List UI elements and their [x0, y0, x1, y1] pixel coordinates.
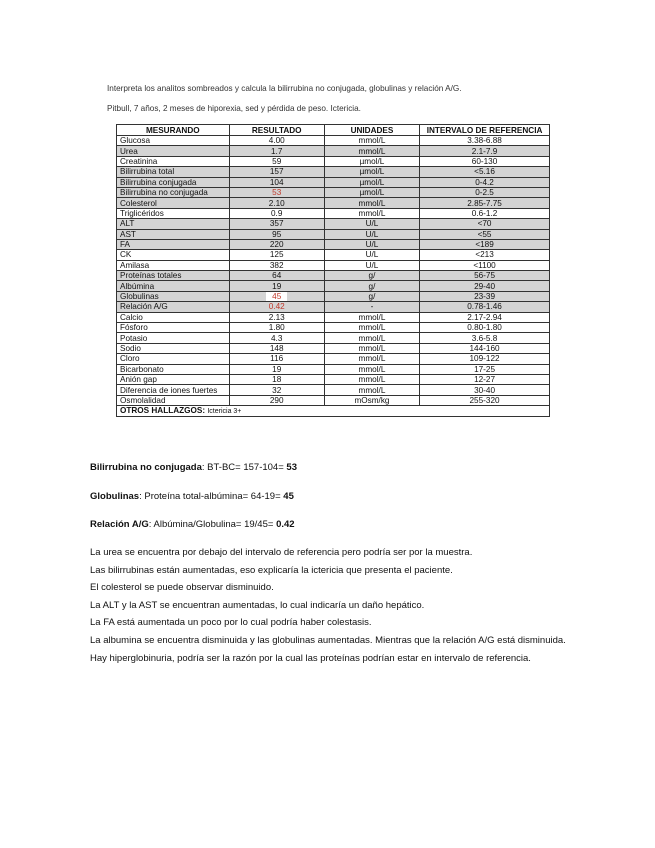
calc-label: Relación A/G — [90, 519, 149, 530]
analyte-unit: µmol/L — [324, 187, 419, 197]
analyte-name: Anión gap — [117, 374, 230, 384]
analyte-ref: 255-320 — [420, 395, 550, 405]
calc-bilirrubina — [90, 462, 297, 474]
table-row — [117, 281, 550, 291]
analyte-unit: U/L — [324, 260, 419, 270]
table-row — [117, 302, 550, 312]
analyte-ref: <1100 — [420, 260, 550, 270]
table-row — [117, 136, 550, 146]
analyte-unit: U/L — [324, 219, 419, 229]
analyte-result: 220 — [229, 239, 324, 249]
analyte-result: 290 — [229, 395, 324, 405]
analyte-result: 19 — [229, 364, 324, 374]
analyte-ref: 17-25 — [420, 364, 550, 374]
analyte-ref: 0-4.2 — [420, 177, 550, 187]
analyte-result: 53 — [229, 187, 324, 197]
analyte-result: 32 — [229, 385, 324, 395]
analyte-name: Globulinas — [117, 291, 230, 301]
table-row — [117, 198, 550, 208]
interpretation-line: Hay hiperglobinuria, podría ser la razón por la cual las proteínas podrían estar en intervalo de referencia. — [90, 652, 531, 664]
analyte-name: Triglicéridos — [117, 208, 230, 218]
analyte-unit: mmol/L — [324, 333, 419, 343]
analyte-result: 95 — [229, 229, 324, 239]
interpretation-line: El colesterol se puede observar disminuido. — [90, 582, 274, 594]
calc-result: 0.42 — [276, 519, 295, 530]
analyte-unit: mOsm/kg — [324, 395, 419, 405]
analyte-unit: U/L — [324, 229, 419, 239]
table-row — [117, 333, 550, 343]
analyte-unit: µmol/L — [324, 177, 419, 187]
analyte-ref: <55 — [420, 229, 550, 239]
calc-result: 45 — [283, 491, 294, 502]
table-row — [117, 260, 550, 270]
analyte-name: Potasio — [117, 333, 230, 343]
interpretation-line: La urea se encuentra por debajo del intervalo de referencia pero podría ser por la muestra. — [90, 547, 473, 558]
analyte-ref: <189 — [420, 239, 550, 249]
exercise-prompt: Interpreta los analitos sombreados y calcula la bilirrubina no conjugada, globulinas y relación A/G. — [107, 84, 462, 93]
analyte-result: 19 — [229, 281, 324, 291]
analyte-result: 157 — [229, 167, 324, 177]
table-row — [117, 187, 550, 197]
table-row — [117, 250, 550, 260]
table-row — [117, 177, 550, 187]
analyte-unit: µmol/L — [324, 156, 419, 166]
header-resultado: RESULTADO — [229, 125, 324, 136]
analyte-result-value: 45 — [266, 292, 287, 301]
analyte-result: 1.80 — [229, 323, 324, 333]
analyte-name: Proteínas totales — [117, 271, 230, 281]
analyte-ref: 2.1-7.9 — [420, 146, 550, 156]
table-row — [117, 374, 550, 384]
analyte-ref: 30-40 — [420, 385, 550, 395]
lab-results-table — [116, 124, 550, 417]
table-row — [117, 364, 550, 374]
interpretation-line: Las bilirrubinas están aumentadas, eso explicaría la ictericia que presenta el paciente. — [90, 564, 453, 576]
header-intervalo: INTERVALO DE REFERENCIA — [420, 125, 550, 136]
analyte-unit: mmol/L — [324, 354, 419, 364]
interpretation-line: La FA está aumentada un poco por lo cual podría haber colestasis. — [90, 617, 372, 629]
analyte-result: 0.42 — [229, 302, 324, 312]
analyte-name: Glucosa — [117, 136, 230, 146]
analyte-result: 148 — [229, 343, 324, 353]
analyte-unit: g/ — [324, 291, 419, 301]
analyte-ref: 0.6-1.2 — [420, 208, 550, 218]
analyte-name: Urea — [117, 146, 230, 156]
analyte-name: Osmolalidad — [117, 395, 230, 405]
calc-globulinas — [90, 491, 294, 503]
analyte-ref: 2.85-7.75 — [420, 198, 550, 208]
analyte-name: Cloro — [117, 354, 230, 364]
analyte-name: Amilasa — [117, 260, 230, 270]
calc-label: Globulinas — [90, 491, 140, 502]
analyte-result: 59 — [229, 156, 324, 166]
analyte-unit: mmol/L — [324, 385, 419, 395]
analyte-unit: mmol/L — [324, 136, 419, 146]
analyte-result: 104 — [229, 177, 324, 187]
analyte-result — [229, 291, 324, 301]
analyte-ref: <213 — [420, 250, 550, 260]
table-row — [117, 239, 550, 249]
analyte-unit: µmol/L — [324, 167, 419, 177]
analyte-name: FA — [117, 239, 230, 249]
analyte-result: 4.00 — [229, 136, 324, 146]
analyte-ref: 0.78-1.46 — [420, 302, 550, 312]
analyte-name: Bilirrubina conjugada — [117, 177, 230, 187]
other-findings-value: Ictericia 3+ — [207, 408, 242, 416]
analyte-unit: mmol/L — [324, 374, 419, 384]
calc-label: Bilirrubina no conjugada — [90, 462, 202, 473]
analyte-unit: mmol/L — [324, 198, 419, 208]
interpretation-line: La ALT y la AST se encuentran aumentadas, lo cual indicaría un daño hepático. — [90, 599, 425, 611]
analyte-name: Sodio — [117, 343, 230, 353]
interpretation-line: La albumina se encuentra disminuida y las globulinas aumentadas. Mientras que la relación A/G está disminuida. — [90, 634, 566, 646]
calc-formula: : Albúmina/Globulina= 19/45= — [148, 519, 277, 530]
analyte-result: 2.10 — [229, 198, 324, 208]
table-header-row — [117, 125, 550, 136]
calc-formula: : BT-BC= 157-104= — [201, 462, 287, 473]
analyte-result: 1.7 — [229, 146, 324, 156]
analyte-result: 4.3 — [229, 333, 324, 343]
analyte-result: 0.9 — [229, 208, 324, 218]
analyte-ref: 56-75 — [420, 271, 550, 281]
analyte-name: Creatinina — [117, 156, 230, 166]
table-row — [117, 146, 550, 156]
analyte-ref: 60-130 — [420, 156, 550, 166]
analyte-result: 382 — [229, 260, 324, 270]
analyte-unit: mmol/L — [324, 312, 419, 322]
analyte-ref: 23-39 — [420, 291, 550, 301]
analyte-ref: <70 — [420, 219, 550, 229]
table-row — [117, 354, 550, 364]
analyte-result: 2.13 — [229, 312, 324, 322]
analyte-unit: mmol/L — [324, 343, 419, 353]
other-findings-row — [117, 406, 550, 417]
table-row — [117, 312, 550, 322]
analyte-ref: 0.80-1.80 — [420, 323, 550, 333]
analyte-unit: g/ — [324, 271, 419, 281]
analyte-result: 125 — [229, 250, 324, 260]
other-findings-label: OTROS HALLAZGOS: — [120, 406, 206, 416]
table-row — [117, 219, 550, 229]
analyte-name: Bilirrubina total — [117, 167, 230, 177]
analyte-ref: 3.6-5.8 — [420, 333, 550, 343]
analyte-name: CK — [117, 250, 230, 260]
header-mesurando: MESURANDO — [117, 125, 230, 136]
analyte-ref: <5.16 — [420, 167, 550, 177]
analyte-ref: 144-160 — [420, 343, 550, 353]
analyte-name: Albúmina — [117, 281, 230, 291]
analyte-name: Fósforo — [117, 323, 230, 333]
analyte-ref: 109-122 — [420, 354, 550, 364]
analyte-result: 64 — [229, 271, 324, 281]
header-unidades: UNIDADES — [324, 125, 419, 136]
table-row — [117, 323, 550, 333]
analyte-ref: 3.38-6.88 — [420, 136, 550, 146]
analyte-name: ALT — [117, 219, 230, 229]
analyte-name: Colesterol — [117, 198, 230, 208]
analyte-ref: 0-2.5 — [420, 187, 550, 197]
analyte-name: Diferencia de iones fuertes — [117, 385, 230, 395]
calc-result: 53 — [286, 462, 297, 473]
table-row — [117, 208, 550, 218]
analyte-unit: mmol/L — [324, 208, 419, 218]
table-row — [117, 395, 550, 405]
interpretation-block — [90, 544, 575, 667]
patient-case: Pitbull, 7 años, 2 meses de hiporexia, sed y pérdida de peso. Ictericia. — [107, 104, 361, 113]
analyte-ref: 29-40 — [420, 281, 550, 291]
calc-formula: : Proteína total-albúmina= 64-19= — [139, 491, 284, 502]
analyte-unit: mmol/L — [324, 364, 419, 374]
table-row — [117, 343, 550, 353]
analyte-ref: 12-27 — [420, 374, 550, 384]
analyte-unit: U/L — [324, 239, 419, 249]
calc-relacion-ag — [90, 519, 295, 531]
analyte-ref: 2.17-2.94 — [420, 312, 550, 322]
analyte-name: Relación A/G — [117, 302, 230, 312]
analyte-result: 18 — [229, 374, 324, 384]
table-row — [117, 229, 550, 239]
table-row — [117, 271, 550, 281]
analyte-unit: g/ — [324, 281, 419, 291]
analyte-name: Bilirrubina no conjugada — [117, 187, 230, 197]
analyte-unit: mmol/L — [324, 146, 419, 156]
analyte-result: 357 — [229, 219, 324, 229]
table-row — [117, 385, 550, 395]
table-row — [117, 156, 550, 166]
other-findings — [117, 406, 550, 417]
analyte-unit: mmol/L — [324, 323, 419, 333]
analyte-name: AST — [117, 229, 230, 239]
analyte-result: 116 — [229, 354, 324, 364]
analyte-unit: U/L — [324, 250, 419, 260]
table-row — [117, 291, 550, 301]
analyte-name: Bicarbonato — [117, 364, 230, 374]
analyte-unit: - — [324, 302, 419, 312]
analyte-name: Calcio — [117, 312, 230, 322]
table-row — [117, 167, 550, 177]
